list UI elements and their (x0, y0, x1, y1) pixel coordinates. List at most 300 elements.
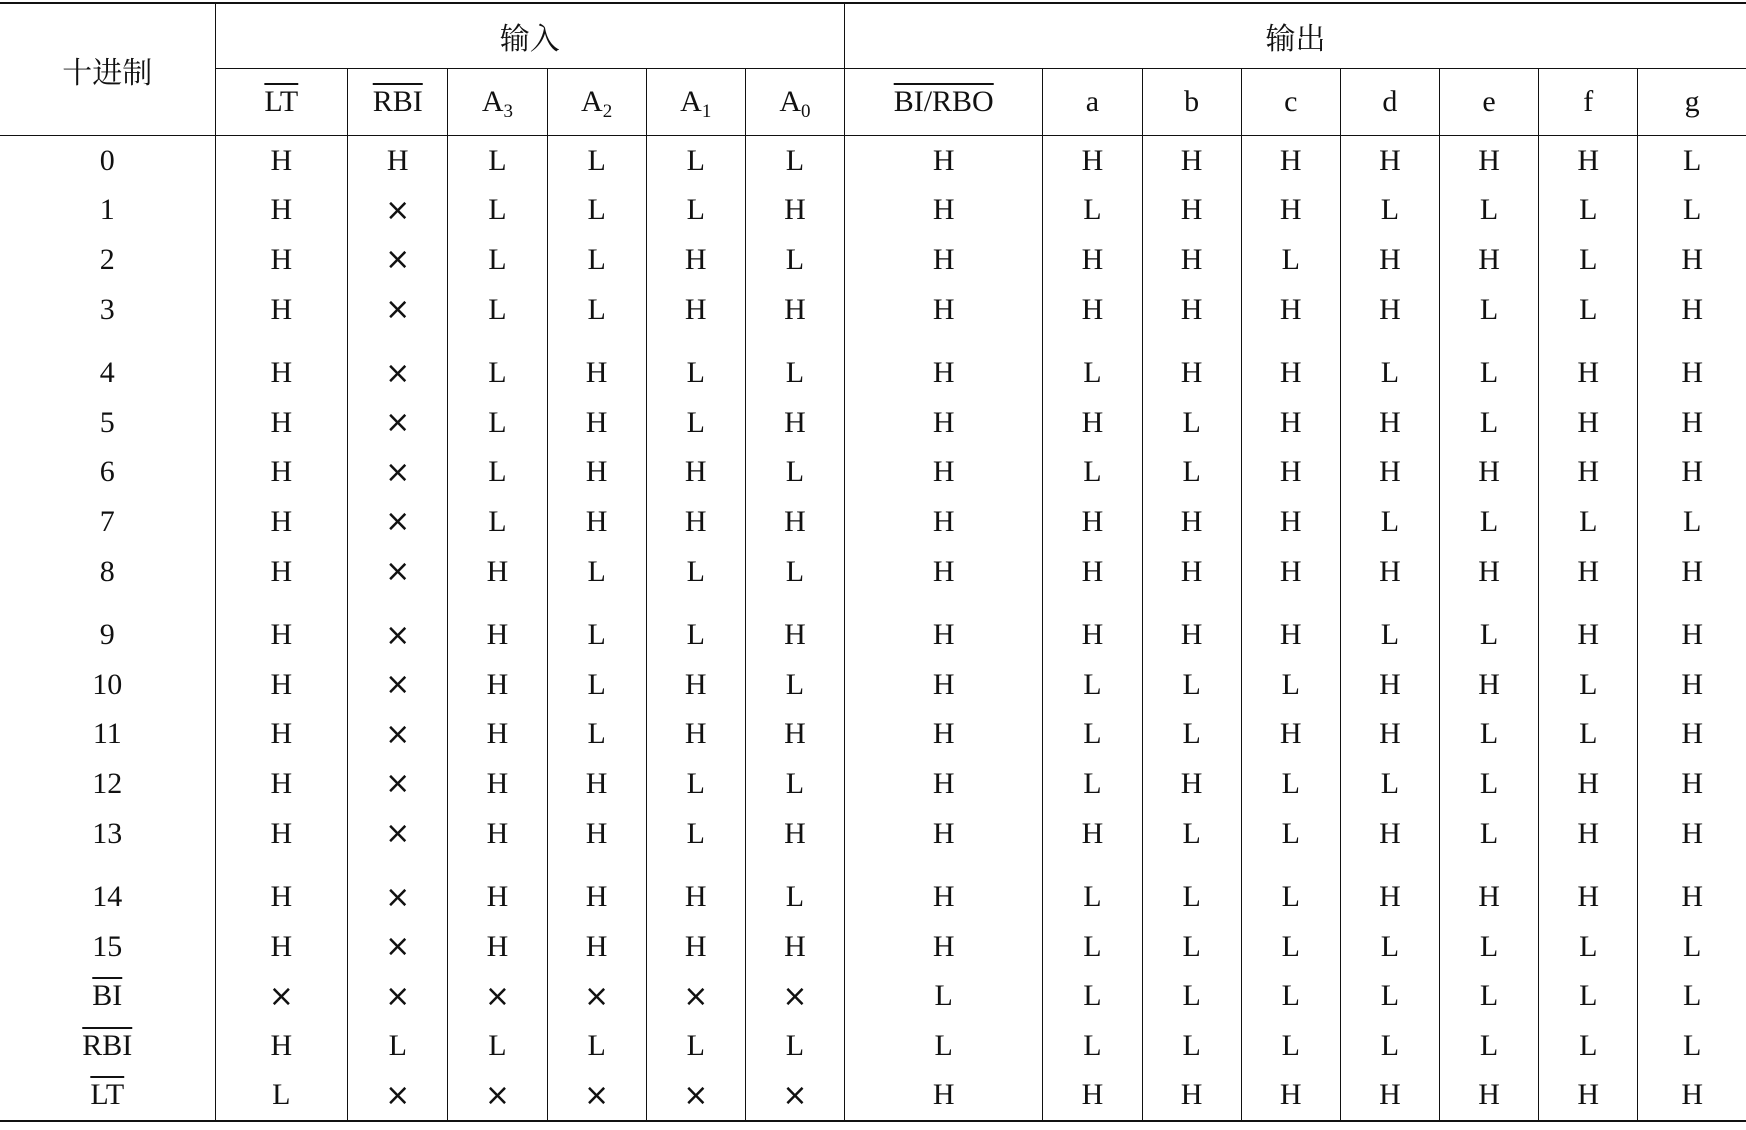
table-cell: H (1638, 1071, 1746, 1122)
table-cell: H (448, 809, 547, 859)
column-header-f: f (1539, 69, 1638, 136)
table-cell: H (1638, 759, 1746, 809)
table-cell: L (1539, 660, 1638, 710)
table-cell: L (745, 759, 844, 809)
input-group-header: 输入 (215, 3, 845, 69)
table-cell: H (1241, 448, 1340, 498)
table-cell: H (745, 186, 844, 236)
table-cell: L (1539, 235, 1638, 285)
table-cell: L (1241, 235, 1340, 285)
row-label (0, 1071, 215, 1122)
table-cell: L (1539, 285, 1638, 335)
table-cell: H (547, 448, 646, 498)
table-cell: L (646, 334, 745, 398)
table-cell: H (845, 497, 1043, 547)
table-cell: H (845, 398, 1043, 448)
table-cell: L (1142, 1021, 1241, 1071)
table-cell: H (1638, 547, 1746, 597)
table-row (0, 398, 1746, 448)
table-cell: H (1340, 235, 1439, 285)
table-cell: H (215, 922, 348, 972)
table-cell: × (348, 547, 448, 597)
table-cell: H (745, 710, 844, 760)
table-cell: H (1241, 547, 1340, 597)
table-cell: L (1043, 858, 1142, 922)
table-cell: L (745, 235, 844, 285)
table-row (0, 334, 1746, 398)
table-cell: × (448, 1071, 547, 1122)
table-cell: L (1241, 922, 1340, 972)
table-cell: H (1043, 285, 1142, 335)
table-cell: L (1043, 1021, 1142, 1071)
table-row (0, 972, 1746, 1022)
table-cell: L (547, 285, 646, 335)
table-cell: H (845, 285, 1043, 335)
column-header-subscript: 0 (801, 101, 811, 122)
table-cell: L (1043, 922, 1142, 972)
table-cell: × (348, 972, 448, 1022)
table-cell: L (1043, 448, 1142, 498)
table-cell: L (1539, 922, 1638, 972)
table-cell: H (1142, 136, 1241, 186)
table-cell: H (1142, 1071, 1241, 1122)
table-cell: L (745, 1021, 844, 1071)
row-label (0, 136, 215, 186)
table-cell: × (348, 596, 448, 660)
row-label-text: 5 (99, 405, 115, 439)
column-header-e: e (1440, 69, 1539, 136)
table-cell: H (1440, 235, 1539, 285)
table-cell: L (1340, 186, 1439, 236)
table-cell: H (1638, 710, 1746, 760)
row-label (0, 759, 215, 809)
table-cell: H (1340, 660, 1439, 710)
table-cell: H (547, 334, 646, 398)
table-cell: × (547, 972, 646, 1022)
table-cell: H (1340, 710, 1439, 760)
table-cell: H (348, 136, 448, 186)
table-cell: L (1142, 858, 1241, 922)
table-cell: H (1142, 547, 1241, 597)
table-cell: H (215, 497, 348, 547)
table-cell: L (1043, 972, 1142, 1022)
table-cell: H (1043, 809, 1142, 859)
table-cell: L (1539, 186, 1638, 236)
table-cell: L (448, 186, 547, 236)
table-cell: × (448, 972, 547, 1022)
table-row (0, 710, 1746, 760)
table-cell: H (215, 334, 348, 398)
column-header-a1 (646, 69, 745, 136)
table-cell: H (845, 448, 1043, 498)
table-cell: × (646, 1071, 745, 1122)
table-cell: H (215, 547, 348, 597)
table-cell: H (1638, 809, 1746, 859)
table-cell: L (1043, 710, 1142, 760)
table-cell: L (1440, 922, 1539, 972)
table-cell: L (1638, 922, 1746, 972)
row-label-text: 6 (99, 455, 115, 489)
table-cell: L (1638, 972, 1746, 1022)
table-cell: L (348, 1021, 448, 1071)
table-cell: H (1340, 858, 1439, 922)
table-cell: H (1241, 334, 1340, 398)
table-cell: L (646, 596, 745, 660)
table-cell: H (215, 858, 348, 922)
table-cell: H (1241, 398, 1340, 448)
table-cell: × (745, 1071, 844, 1122)
column-header-a: a (1043, 69, 1142, 136)
table-cell: × (646, 972, 745, 1022)
table-row (0, 186, 1746, 236)
row-label (0, 596, 215, 660)
table-cell: L (215, 1071, 348, 1122)
column-header-b: b (1142, 69, 1241, 136)
table-cell: × (215, 972, 348, 1022)
table-cell: H (1440, 448, 1539, 498)
row-label-text: 13 (92, 816, 123, 850)
column-header-label: BI/RBO (893, 85, 994, 118)
table-cell: × (348, 334, 448, 398)
table-cell: H (1539, 136, 1638, 186)
row-label (0, 922, 215, 972)
table-cell: H (845, 596, 1043, 660)
table-cell: H (845, 136, 1043, 186)
table-cell: L (1142, 972, 1241, 1022)
table-cell: L (1340, 1021, 1439, 1071)
table-row (0, 1021, 1746, 1071)
row-label (0, 710, 215, 760)
table-cell: H (215, 186, 348, 236)
row-label-text: $\overline{LT}$ (90, 1078, 125, 1112)
table-cell: H (1142, 186, 1241, 236)
table-cell: H (646, 710, 745, 760)
table-cell: H (1539, 1071, 1638, 1122)
column-header-label: A (680, 85, 702, 118)
table-cell: L (1142, 398, 1241, 448)
table-cell: H (1440, 858, 1539, 922)
row-label-text: 12 (92, 766, 123, 800)
table-cell: L (448, 285, 547, 335)
table-cell: H (1043, 136, 1142, 186)
table-cell: L (1638, 186, 1746, 236)
row-label-text: 15 (92, 929, 123, 963)
table-cell: L (745, 858, 844, 922)
table-cell: L (646, 809, 745, 859)
table-cell: H (745, 398, 844, 448)
table-cell: × (348, 448, 448, 498)
table-cell: H (845, 235, 1043, 285)
table-cell: L (1638, 1021, 1746, 1071)
table-cell: L (1539, 972, 1638, 1022)
table-cell: L (1340, 497, 1439, 547)
table-cell: L (1241, 1021, 1340, 1071)
table-cell: H (547, 809, 646, 859)
table-cell: L (1340, 596, 1439, 660)
table-cell: L (1440, 809, 1539, 859)
table-cell: H (448, 547, 547, 597)
table-cell: L (646, 547, 745, 597)
table-cell: H (1340, 398, 1439, 448)
table-cell: L (745, 136, 844, 186)
table-cell: H (1241, 596, 1340, 660)
table-cell: L (1440, 398, 1539, 448)
table-cell: L (1340, 922, 1439, 972)
table-cell: × (348, 858, 448, 922)
table-cell: L (1539, 710, 1638, 760)
table-row (0, 448, 1746, 498)
table-cell: H (1043, 235, 1142, 285)
table-cell: H (1043, 1071, 1142, 1122)
table-cell: H (1043, 547, 1142, 597)
column-header-label: A (581, 85, 603, 118)
table-cell: L (745, 448, 844, 498)
truth-table (0, 2, 1746, 1122)
table-cell: H (646, 922, 745, 972)
table-cell: L (1043, 660, 1142, 710)
table-cell: L (547, 710, 646, 760)
table-cell: H (215, 136, 348, 186)
table-cell: L (547, 186, 646, 236)
table-cell: H (1142, 497, 1241, 547)
table-cell: L (1638, 136, 1746, 186)
table-row (0, 235, 1746, 285)
table-cell: H (646, 858, 745, 922)
table-cell: × (348, 398, 448, 448)
table-cell: L (1440, 596, 1539, 660)
row-label-text: 2 (99, 242, 115, 276)
table-cell: L (448, 334, 547, 398)
table-cell: H (1043, 398, 1142, 448)
table-cell: H (1043, 497, 1142, 547)
table-row (0, 922, 1746, 972)
row-label-text: 11 (92, 717, 122, 751)
table-cell: H (215, 809, 348, 859)
table-row (0, 809, 1746, 859)
table-cell: L (448, 1021, 547, 1071)
table-cell: L (547, 547, 646, 597)
column-header-label: $\overline{LT}$ (264, 85, 299, 118)
table-cell: L (1241, 759, 1340, 809)
table-cell: L (1142, 710, 1241, 760)
column-header-g: g (1638, 69, 1746, 136)
table-cell: L (547, 235, 646, 285)
table-cell: H (1340, 809, 1439, 859)
table-cell: H (1638, 285, 1746, 335)
table-cell: H (646, 448, 745, 498)
table-cell: H (845, 710, 1043, 760)
table-cell: H (1539, 858, 1638, 922)
row-label-text: 3 (99, 292, 115, 326)
table-cell: L (448, 448, 547, 498)
table-cell: H (845, 759, 1043, 809)
row-label (0, 660, 215, 710)
table-cell: × (348, 497, 448, 547)
table-cell: × (348, 710, 448, 760)
row-label (0, 972, 215, 1022)
table-cell: H (1539, 596, 1638, 660)
table-cell: L (1241, 858, 1340, 922)
table-cell: H (1638, 596, 1746, 660)
table-cell: L (1043, 759, 1142, 809)
table-cell: L (1440, 186, 1539, 236)
table-cell: L (448, 235, 547, 285)
column-header-subscript: 2 (602, 101, 613, 122)
table-cell: H (1638, 858, 1746, 922)
table-cell: × (348, 235, 448, 285)
row-label (0, 1021, 215, 1071)
table-cell: L (646, 1021, 745, 1071)
table-cell: H (845, 858, 1043, 922)
row-label-text: 10 (92, 667, 123, 701)
table-cell: H (1142, 334, 1241, 398)
table-cell: L (547, 136, 646, 186)
table-cell: H (448, 660, 547, 710)
table-cell: H (547, 922, 646, 972)
table-cell: L (646, 759, 745, 809)
table-cell: L (448, 497, 547, 547)
row-label (0, 235, 215, 285)
table-cell: H (1539, 334, 1638, 398)
table-cell: H (745, 596, 844, 660)
table-cell: H (215, 660, 348, 710)
table-cell: L (1340, 759, 1439, 809)
output-group-header: 输出 (845, 3, 1746, 69)
table-cell: H (1142, 285, 1241, 335)
table-cell: H (845, 660, 1043, 710)
column-header-label: A (481, 85, 504, 118)
table-cell: L (646, 398, 745, 448)
table-row (0, 759, 1746, 809)
table-row (0, 596, 1746, 660)
table-cell: L (646, 186, 745, 236)
table-cell: L (1241, 972, 1340, 1022)
column-header-label: $\overline{RBI}$ (372, 85, 423, 118)
row-label-text: 7 (99, 504, 115, 538)
table-cell: H (845, 1071, 1043, 1122)
table-cell: H (745, 922, 844, 972)
row-label (0, 547, 215, 597)
table-cell: L (745, 547, 844, 597)
table-cell: H (1539, 547, 1638, 597)
column-header-d: d (1340, 69, 1439, 136)
table-cell: L (547, 660, 646, 710)
table-cell: L (1440, 710, 1539, 760)
table-cell: H (845, 809, 1043, 859)
table-cell: H (215, 235, 348, 285)
table-cell: L (1638, 497, 1746, 547)
row-label (0, 285, 215, 335)
table-cell: H (1638, 235, 1746, 285)
column-header-subscript: 3 (503, 101, 514, 122)
row-label-text: 1 (99, 193, 115, 227)
table-cell: H (1638, 334, 1746, 398)
table-cell: L (547, 1021, 646, 1071)
table-cell: L (1241, 809, 1340, 859)
table-cell: H (646, 660, 745, 710)
table-row (0, 1071, 1746, 1122)
table-row (0, 547, 1746, 597)
table-cell: L (1241, 660, 1340, 710)
row-label (0, 398, 215, 448)
column-header-bi-rbo (845, 69, 1043, 136)
table-row (0, 660, 1746, 710)
column-header-a0 (745, 69, 844, 136)
table-cell: H (1340, 136, 1439, 186)
table-cell: L (448, 398, 547, 448)
table-cell: H (448, 759, 547, 809)
table-cell: H (1440, 1071, 1539, 1122)
table-body (0, 136, 1746, 1122)
table-cell: L (1142, 922, 1241, 972)
row-label (0, 497, 215, 547)
header-row-columns (0, 69, 1746, 136)
table-cell: × (348, 285, 448, 335)
table-cell: L (1142, 660, 1241, 710)
table-cell: L (1340, 334, 1439, 398)
row-label (0, 448, 215, 498)
table-cell: H (646, 497, 745, 547)
table-cell: L (845, 1021, 1043, 1071)
column-header-label: A (779, 85, 802, 118)
table-cell: H (1340, 448, 1439, 498)
table-cell: H (1638, 448, 1746, 498)
column-header-a2 (547, 69, 646, 136)
table-cell: × (745, 972, 844, 1022)
table-cell: H (1241, 186, 1340, 236)
table-cell: L (745, 334, 844, 398)
table-cell: H (1638, 660, 1746, 710)
table-cell: L (745, 660, 844, 710)
column-header-rbi (348, 69, 448, 136)
table-cell: H (448, 922, 547, 972)
table-cell: H (1241, 285, 1340, 335)
table-cell: H (215, 596, 348, 660)
table-cell: L (1043, 334, 1142, 398)
table-cell: H (845, 186, 1043, 236)
table-cell: × (348, 1071, 448, 1122)
table-cell: H (215, 759, 348, 809)
table-cell: H (1241, 1071, 1340, 1122)
row-label (0, 334, 215, 398)
table-cell: L (1440, 497, 1539, 547)
row-label-text: 14 (92, 880, 123, 914)
table-cell: H (1142, 596, 1241, 660)
table-cell: L (646, 136, 745, 186)
table-cell: H (1043, 596, 1142, 660)
table-cell: H (1340, 285, 1439, 335)
table-cell: L (1539, 1021, 1638, 1071)
table-cell: H (215, 448, 348, 498)
table-cell: H (845, 922, 1043, 972)
table-cell: H (646, 235, 745, 285)
row-label-text: $\overline{RBI}$ (82, 1028, 133, 1062)
table-cell: H (646, 285, 745, 335)
table-row (0, 497, 1746, 547)
column-header-c: c (1241, 69, 1340, 136)
table-cell: H (1539, 398, 1638, 448)
row-label-text: 4 (99, 356, 115, 390)
table-cell: H (215, 710, 348, 760)
table-cell: L (1142, 809, 1241, 859)
table-cell: H (215, 398, 348, 448)
row-label-text: $\overline{BI}$ (92, 979, 123, 1013)
column-header-lt (215, 69, 348, 136)
table-cell: H (745, 285, 844, 335)
table-cell: × (348, 759, 448, 809)
table-cell: H (215, 1021, 348, 1071)
row-label (0, 858, 215, 922)
